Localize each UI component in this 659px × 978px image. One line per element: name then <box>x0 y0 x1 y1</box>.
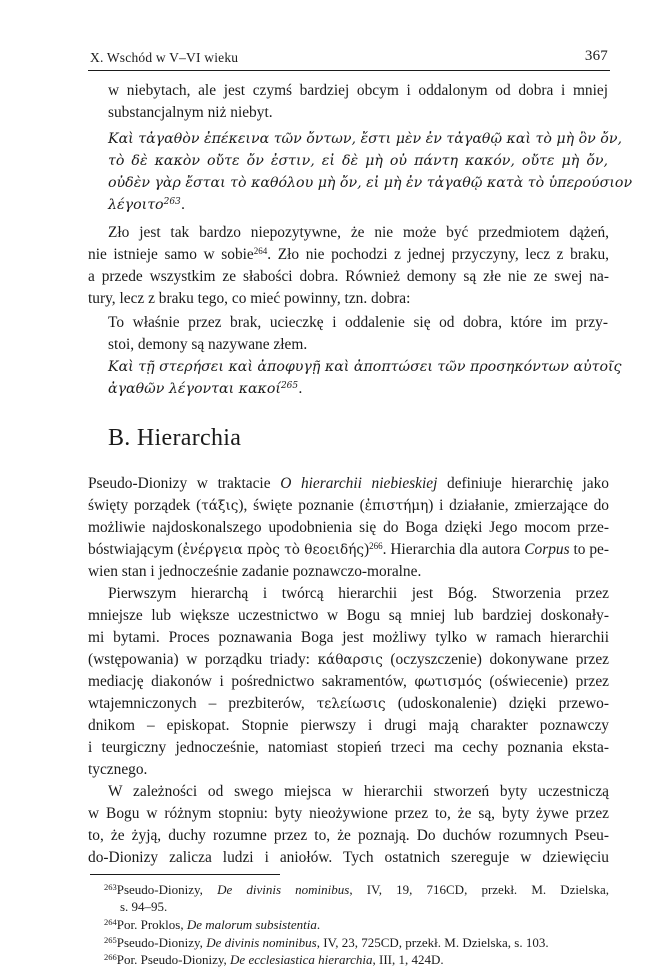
text-segment: ) i działanie, zmierzające do <box>428 497 609 514</box>
footnote-number: 263 <box>104 882 117 892</box>
text-line: do-Dionizy zalicza ludzi i aniołów. Tych ostatnich szereguje w dziewięciu <box>88 849 609 866</box>
text-segment: . Hierarchia dla autora <box>382 541 525 558</box>
greek-term: τελείωσις <box>316 696 386 712</box>
greek-line: οὐδὲν γὰρ ἔσται τὸ καθόλου μὴ ὄν, εἰ μὴ ἐν τἀγαθῷ κατὰ τὸ ὑπερούσιον <box>108 175 633 191</box>
text-segment: mediację diakonów i pośrednictwo sakramentów, <box>88 673 415 690</box>
greek-text: λέγοιτο <box>108 197 164 213</box>
text-line <box>88 651 609 669</box>
text-line: możliwie najdoskonalszego upodobnienia się do Boga dzięki Jego mocom prze- <box>88 519 609 536</box>
greek-term: κάθαρσις <box>317 652 383 668</box>
text-line: to, że żyją, duchy rozumne przez to, że poznają. Do duchów rozumnych Pseu- <box>88 827 609 844</box>
text-line: i teurgiczny jednocześnie, natomiast stopień trzeci ma cechy poznania eksta- <box>88 739 609 756</box>
footnote-text: . <box>316 917 321 932</box>
text-line: Zło jest tak bardzo niepozytywne, że nie może być przedmiotem dążeń, <box>108 224 609 241</box>
footnote-number: 264 <box>104 917 117 927</box>
greek-line: Καὶ τῇ στερήσει καὶ ἀποφυγῇ καὶ ἀποπτώσει τῶν προσηκόντων αὐτοῖς <box>108 359 622 375</box>
greek-line: ἀγαθῶν λέγονται κακοί$^{265}$. <box>108 381 303 397</box>
text-segment: (udoskonalenie) dzięki przewo- <box>385 695 609 712</box>
text-segment: (oświecenie) przez <box>481 673 609 690</box>
footnote-number: 265 <box>104 935 117 945</box>
text-segment: Pseudo-Dionizy w traktacie <box>88 475 281 492</box>
text-line: a przede wszystkim ze słabości dobra. Również demony są złe nie ze swej na- <box>88 268 609 285</box>
greek-text: ἀγαθῶν λέγονται κακοί <box>108 381 281 397</box>
footnote-ref-264[interactable]: 264 <box>253 246 268 256</box>
text-segment: (wstępowania) w porządku triady: <box>88 651 318 668</box>
text-line <box>88 246 609 264</box>
text-line <box>88 541 609 559</box>
footnote-text: Pseudo-Dionizy, <box>116 935 207 950</box>
footnote-text: Por. Pseudo-Dionizy, <box>116 952 231 967</box>
footnote-text: Pseudo-Dionizy, <box>116 882 218 897</box>
text-segment: wtajemniczonych – prezbiterów, <box>88 695 317 712</box>
footnote-263-cont: s. 94–95. <box>120 899 168 914</box>
text-line: W zależności od swego miejsca w hierarchii stworzeń byty uczestniczą <box>108 783 609 800</box>
quote-line: To właśnie przez brak, ucieczkę i oddalenie się od dobra, które im przy- <box>108 314 608 331</box>
footnote-separator <box>90 874 280 875</box>
footnote-263 <box>104 882 609 898</box>
page-number: 367 <box>584 48 608 64</box>
greek-line: Καὶ τἀγαθὸν ἐπέκεινα τῶν ὄντων, ἔστι μὲν ἐν τἀγαθῷ καὶ τὸ μὴ ὂν ὄν, <box>108 131 622 147</box>
text-line: tycznego. <box>88 761 148 778</box>
greek-term: τάξις <box>201 498 239 514</box>
quote-line: stoi, demony są nazywane złem. <box>108 336 308 353</box>
text-segment: . Zło nie pochodzi z jednej przyczyny, lecz z braku, <box>267 246 610 263</box>
text-segment: święty porządek ( <box>88 497 202 514</box>
text-line <box>88 475 609 493</box>
quote-line: w niebytach, ale jest czymś bardziej obcym i oddalonym od dobra i mniej <box>108 82 608 99</box>
running-header <box>88 48 610 71</box>
greek-line: λέγοιτο$^{263}$. <box>108 197 186 213</box>
footnote-title: De ecclesiastica hierarchia <box>230 952 373 967</box>
footnote-266 <box>104 952 444 968</box>
footnote-text: , IV, 23, 725CD, przekł. M. Dzielska, s. 103. <box>316 935 549 950</box>
running-title: X. Wschód w V–VI wieku <box>90 50 239 65</box>
section-heading: B. Hierarchia <box>108 425 242 451</box>
footnote-text: Por. Proklos, <box>116 917 187 932</box>
text-line: Pierwszym hierarchą i twórcą hierarchii jest Bóg. Stworzenia przez <box>108 585 609 602</box>
text-line: mi bytami. Proces poznawania Boga jest możliwy tylko w ramach hierarchii <box>88 629 609 646</box>
text-segment: ) <box>364 541 370 558</box>
book-title: O hierarchii niebieskiej <box>280 475 438 492</box>
greek-line: τὸ δὲ κακὸν οὔτε ὄν ἐστιν, εἰ δὲ μὴ οὐ πάντη κακόν, οὔτε μὴ ὄν, <box>108 153 608 169</box>
text-segment: nie istnieje samo w sobie <box>88 246 254 263</box>
footnote-title: De divinis nominibus <box>206 935 317 950</box>
footnote-title: De divinis nominibus <box>217 882 350 897</box>
text-segment: ), święte poznanie ( <box>238 497 365 514</box>
text-segment: bóstwiającym ( <box>88 541 183 558</box>
footnote-number: 266 <box>104 952 117 962</box>
footnote-text: , IV, 19, 716CD, przekł. M. Dzielska, <box>349 882 609 897</box>
greek-term: φωτισμός <box>414 674 482 690</box>
quote-line: substancjalnym niż niebyt. <box>108 104 273 121</box>
text-line: dnikom – episkopat. Stopnie pierwszy i drugi mają charakter poznawczy <box>88 717 609 734</box>
text-line: w Bogu w różnym stopniu: byty nieożywione przez to, że są, byty żywe przez <box>88 805 609 822</box>
footnote-265 <box>104 935 549 951</box>
text-line <box>88 695 609 713</box>
greek-term: ἐνέργεια πρὸς τὸ θεοειδής <box>182 542 365 558</box>
greek-term: ἐπιστήμη <box>364 498 429 514</box>
corpus-title: Corpus <box>524 541 570 558</box>
text-segment: to pe- <box>569 541 609 558</box>
footnote-ref-263[interactable]: 263 <box>163 197 181 207</box>
text-line <box>88 673 609 691</box>
footnote-text: , III, 1, 424D. <box>372 952 444 967</box>
footnote-264 <box>104 917 320 933</box>
text-segment: (oczyszczenie) dokonywane przez <box>382 651 610 668</box>
footnote-title: De malorum subsistentia <box>186 917 317 932</box>
text-line: wien stan i jednocześnie zadanie poznawczo-moralne. <box>88 563 422 580</box>
text-segment: definiuje hierarchię jako <box>437 475 610 492</box>
text-line <box>88 497 609 515</box>
text-line: tury, lecz z braku tego, co mieć powinny, tzn. dobra: <box>88 290 411 307</box>
footnote-ref-266[interactable]: 266 <box>369 541 383 551</box>
text-line: mniejsze lub większe uczestnictwo w Bogu są mniej lub bardziej doskonały- <box>88 607 609 624</box>
footnote-ref-265[interactable]: 265 <box>280 381 299 391</box>
